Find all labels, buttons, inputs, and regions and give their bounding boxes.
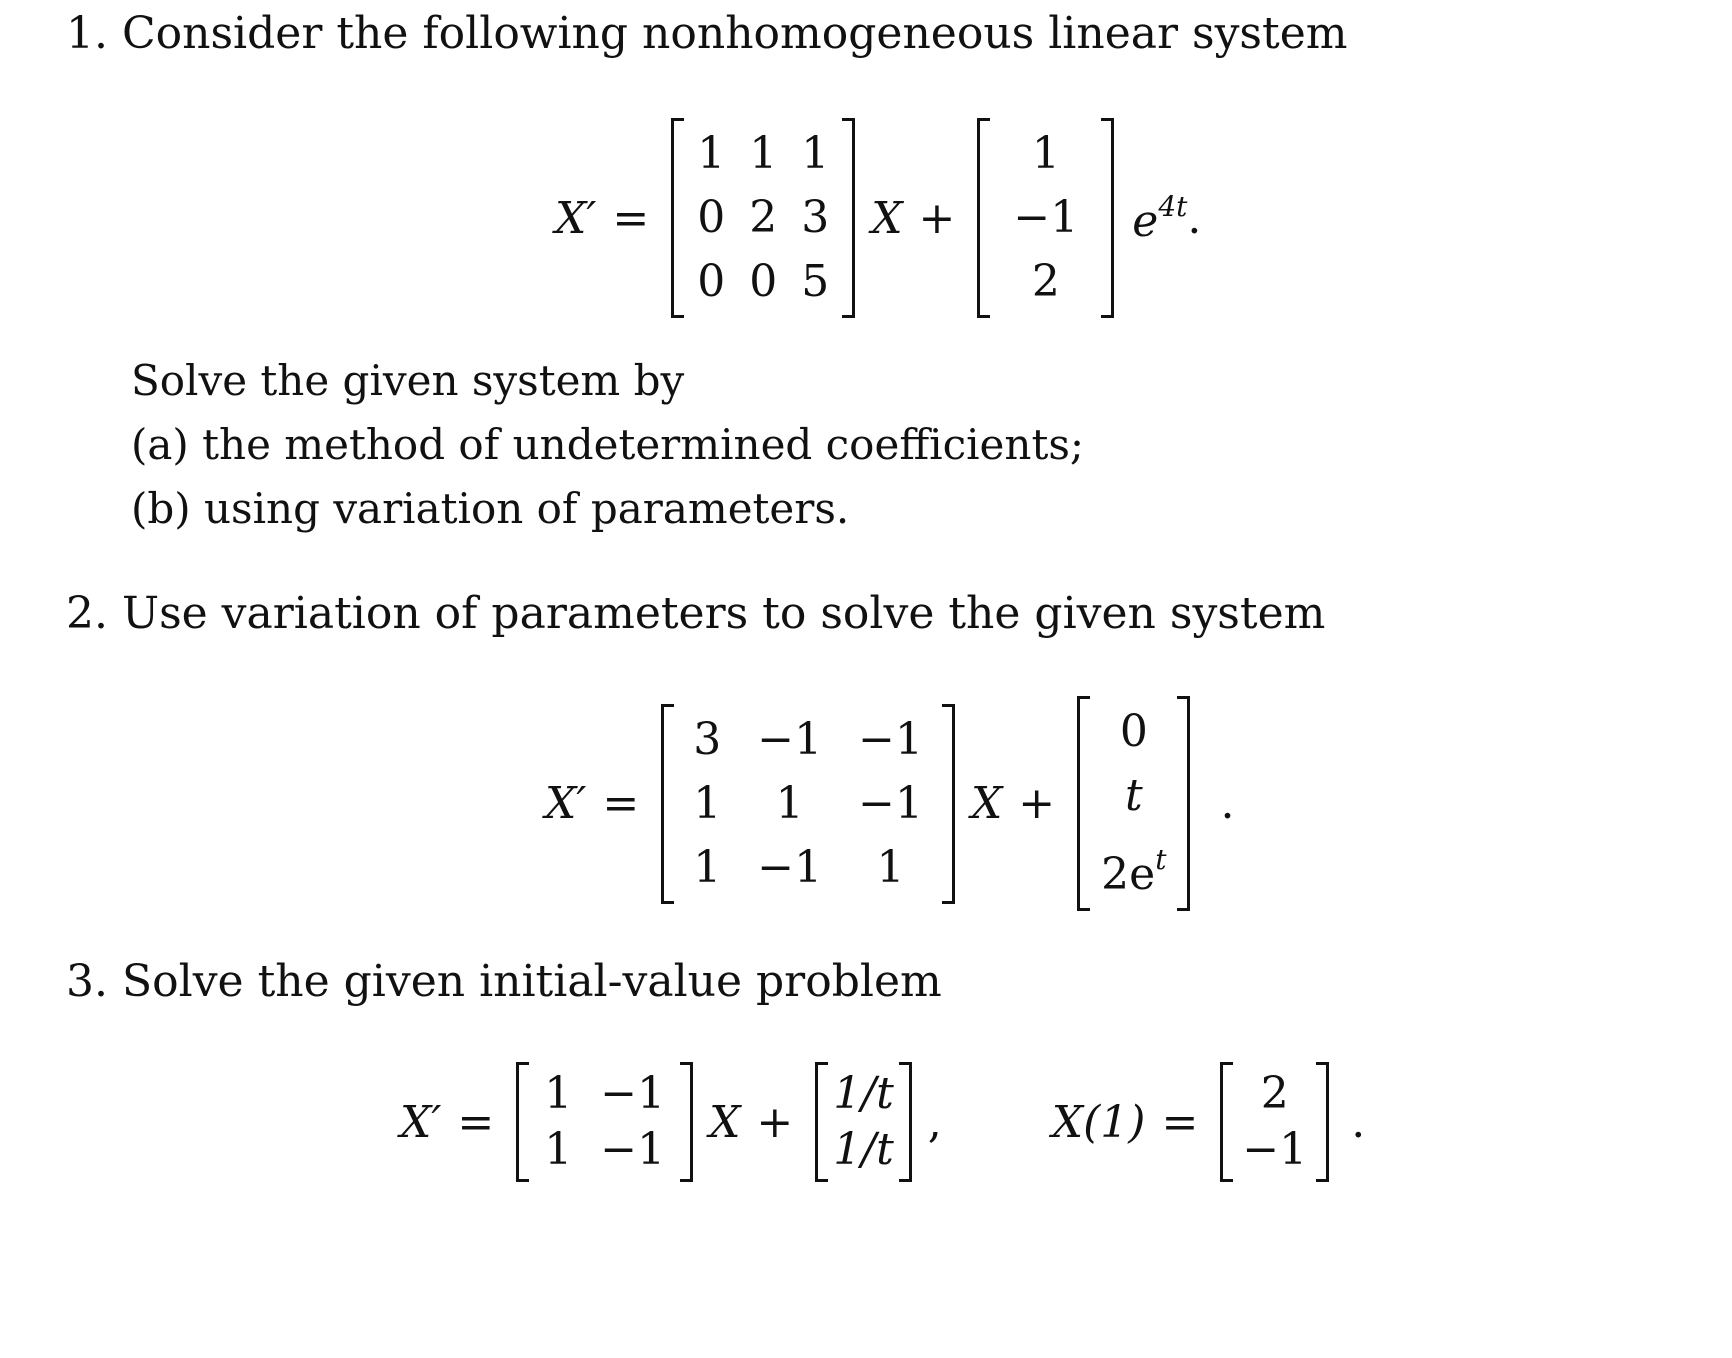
vector-cell: t (1124, 770, 1143, 821)
matrix-cell: −1 (858, 713, 923, 765)
vector-cell: 0 (1119, 706, 1148, 757)
vector-cell: 2 (1260, 1068, 1289, 1119)
lhs: X′ (555, 192, 597, 244)
variable-x: X (970, 778, 1003, 829)
forcing-vector (815, 1062, 912, 1182)
instruction-line-b: (b) using variation of parameters. (131, 484, 850, 533)
matrix-cell: −1 (600, 1068, 666, 1119)
matrix-cell: 1 (775, 777, 804, 829)
problem-number: 3. (66, 956, 108, 1007)
vector-cell-base: 2e (1101, 849, 1156, 900)
matrix-cell: 0 (697, 256, 726, 307)
matrix-cell: −1 (757, 841, 823, 893)
exp-base: e (1132, 195, 1159, 247)
matrix-cell: 5 (801, 256, 830, 307)
vector-cell: 1/t (833, 1068, 894, 1119)
vector-cell: −1 (1013, 192, 1079, 243)
plus-sign: + (918, 192, 956, 244)
matrix-cell: 1 (697, 128, 726, 179)
instruction-line: Solve the given system by (131, 356, 685, 405)
period: . (1351, 1096, 1366, 1148)
lhs: X′ (400, 1096, 442, 1148)
matrix-cell: 1 (544, 1068, 573, 1119)
forcing-vector (1077, 696, 1190, 911)
problem-title: Use variation of parameters to solve the given system (121, 588, 1326, 639)
vector-cell: 1/t (833, 1124, 894, 1175)
matrix-cell: −1 (858, 777, 923, 829)
initial-condition-vector (1220, 1062, 1329, 1182)
problem-title: Consider the following nonhomogeneous linear system (121, 8, 1348, 59)
vector-cell: 1 (1031, 128, 1060, 179)
matrix-cell: 2 (749, 192, 778, 243)
problem-1-heading (66, 8, 1347, 59)
matrix-cell: 0 (749, 256, 778, 307)
matrix-cell: −1 (757, 713, 823, 765)
equals-sign: = (602, 778, 640, 829)
period: . (1220, 778, 1235, 829)
coefficient-matrix (671, 118, 855, 318)
plus-sign: + (1018, 778, 1056, 829)
vector-cell (1091, 828, 1176, 907)
exp-power: 4t (1158, 189, 1188, 223)
problem-3-heading (66, 956, 942, 1007)
variable-x: X (871, 192, 903, 244)
matrix-cell: 0 (697, 192, 726, 243)
vector-cell: −1 (1242, 1124, 1308, 1175)
vector-cell-exp: t (1155, 843, 1167, 876)
coefficient-matrix (516, 1062, 693, 1182)
equals-sign: = (1161, 1096, 1199, 1148)
problem-2-equation (545, 696, 1234, 911)
variable-x: X (709, 1096, 741, 1148)
matrix-cell: 3 (801, 192, 830, 243)
forcing-vector (977, 118, 1114, 318)
problem-number: 1. (66, 8, 108, 59)
matrix-cell: 1 (749, 128, 778, 179)
problem-title: Solve the given initial-value problem (121, 956, 942, 1007)
matrix-cell: 1 (876, 841, 905, 893)
problem-2-heading (66, 588, 1325, 639)
matrix-cell: 3 (693, 713, 722, 765)
period: . (1187, 192, 1202, 244)
comma: , (927, 1096, 942, 1148)
problem-1-equation (555, 118, 1201, 318)
exponential-factor (1132, 190, 1187, 247)
matrix-cell: −1 (600, 1124, 666, 1175)
plus-sign: + (756, 1096, 794, 1148)
instruction-line-a: (a) the method of undetermined coefficients; (131, 420, 1085, 469)
vector-cell: 2 (1031, 256, 1060, 307)
matrix-cell: 1 (693, 777, 722, 829)
coefficient-matrix (661, 704, 955, 904)
initial-condition-lhs: X(1) (1051, 1096, 1146, 1148)
matrix-cell: 1 (544, 1124, 573, 1175)
equals-sign: = (457, 1096, 495, 1148)
problem-number: 2. (66, 588, 108, 639)
problem-3-equation (400, 1062, 1365, 1182)
matrix-cell: 1 (693, 841, 722, 893)
matrix-cell: 1 (801, 128, 830, 179)
equals-sign: = (612, 192, 650, 244)
lhs: X′ (545, 778, 587, 829)
